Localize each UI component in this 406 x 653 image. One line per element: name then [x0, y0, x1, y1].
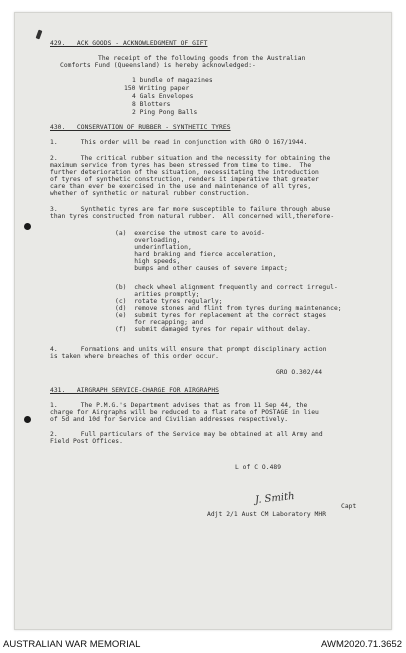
accession-number: AWM2020.71.3652 [321, 639, 402, 650]
section-430-para-2-line: 2. The critical rubber situation and the necessity for obtaining the [50, 155, 331, 162]
section-429-heading: 429. ACK GOODS - ACKNOWLEDGMENT OF GIFT [50, 40, 208, 47]
section-430-para-2-line: maximum service from tyres has been stressed from time to time. The [50, 162, 312, 169]
section-430-para-1: 1. This order will be read in conjunction with GRO O 167/1944. [50, 139, 308, 146]
section-430-para-2-line: care than ever be exercised in the use and maintenance of all tyres, [50, 183, 312, 190]
signatory-rank: Capt [341, 503, 357, 510]
tyre-care-item: bumps and other causes of severe impact; [115, 265, 288, 272]
tyre-care-item: for recapping; and [115, 319, 204, 326]
goods-item: 150 Writing paper [124, 85, 190, 92]
section-430-heading: 430. CONSERVATION OF RUBBER - SYNTHETIC TYRES [50, 124, 231, 131]
section-431-para-1-line: of 5d and 10d for Service and Civilian addresses respectively. [50, 416, 289, 423]
tyre-care-item: (e) submit tyres for replacement at the correct stages [115, 312, 327, 319]
handwritten-signature: J. Smith [254, 490, 296, 507]
section-431-para-2-line: 2. Full particulars of the Service may be obtained at all Army and [50, 431, 323, 438]
archive-footer [0, 634, 406, 653]
section-430-para-4-line: is taken where breaches of this order occur. [50, 353, 220, 360]
section-430-para-2-line: whether of synthetic or natural rubber construction. [50, 190, 250, 197]
goods-item: 1 bundle of magazines [132, 77, 213, 84]
tyre-care-item: high speeds, [115, 258, 181, 265]
tyre-care-item: arities promptly; [115, 291, 200, 298]
section-431-para-2-line: Field Post Offices. [50, 438, 123, 445]
section-430-para-3-line: than tyres constructed from natural rubber. All concerned will,therefore- [50, 213, 335, 220]
tyre-care-item: (a) exercise the utmost care to avoid- [115, 230, 265, 237]
tyre-care-item: (f) submit damaged tyres for repair without delay. [115, 326, 311, 333]
punch-hole [24, 416, 31, 423]
section-429-intro-line: Comforts Fund (Queensland) is hereby acknowledged:- [60, 62, 256, 69]
section-429-intro-line: The receipt of the following goods from the Australian [98, 55, 306, 62]
tyre-care-item: underinflation, [115, 244, 192, 251]
section-430-para-3-line: 3. Synthetic tyres are far more susceptible to failure through abuse [50, 206, 331, 213]
goods-item: 2 Ping Pong Balls [132, 109, 198, 116]
tyre-care-item: overloading, [115, 237, 181, 244]
tyre-care-item: hard braking and fierce acceleration, [115, 251, 277, 258]
goods-item: 8 Blotters [132, 101, 171, 108]
tyre-care-item: (c) rotate tyres regularly; [115, 298, 223, 305]
tyre-care-item: (b) check wheel alignment frequently and correct irregul- [115, 284, 338, 291]
section-431-para-1-line: 1. The P.M.G.'s Department advises that as from 11 Sep 44, the [50, 402, 308, 409]
punch-hole [24, 223, 31, 230]
section-431-heading: 431. AIRGRAPH SERVICE-CHARGE FOR AIRGRAPHS [50, 387, 220, 394]
section-431-reference: L of C O.489 [235, 464, 282, 471]
section-430-reference: GRO O.302/44 [276, 369, 323, 376]
section-430-para-2-line: of tyres of synthetic construction, renders it imperative that greater [50, 176, 319, 183]
section-430-para-2-line: further deterioration of the situation, necessitating the introduction [50, 169, 319, 176]
section-430-para-4-line: 4. Formations and units will ensure that prompt disciplinary action [50, 346, 327, 353]
goods-item: 4 Gals Envelopes [132, 93, 194, 100]
archive-name: AUSTRALIAN WAR MEMORIAL [3, 639, 141, 650]
section-431-para-1-line: charge for Airgraphs will be reduced to a flat rate of POSTAGE in lieu [50, 409, 319, 416]
signatory-title: Adjt 2/1 Aust CM Laboratory MHR [207, 511, 327, 518]
tyre-care-item: (d) remove stones and flint from tyres during maintenance; [115, 305, 342, 312]
